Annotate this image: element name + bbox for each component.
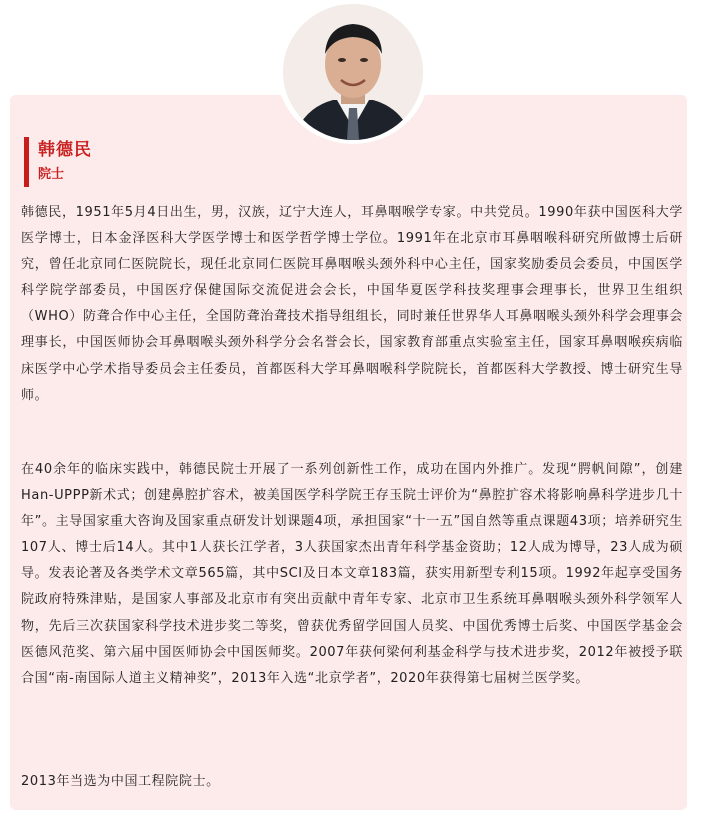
avatar: [283, 4, 423, 140]
person-title: 院士: [38, 167, 65, 182]
name-header: [24, 137, 92, 187]
bio-paragraph-1: 韩德民，1951年5月4日出生，男，汉族，辽宁大连人，耳鼻咽喉学专家。中共党员。1990年获中国医科大学医学博士，日本金泽医科大学医学博士和医学哲学博士学位。1991年在北京市耳鼻咽喉科研究所做博士后研究，曾任北京同仁医院院长，现任北京同仁医院耳鼻咽喉头颈外科中心主任，国家奖励委员会委员，中国医学科学院学部委员，中国医疗保健国际交流促进会会长，中国华夏医学科技奖理事会理事长，世界卫生组织（WHO）防聋合作中心主任，全国防聋治聋技术指导组组长，同时兼任世界华人耳鼻咽喉头颈外科学会理事会理事长，中国医师协会耳鼻咽喉头颈外科学分会名誉会长，国家教育部重点实验室主任，国家耳鼻咽喉疾病临床医学中心学术指导委员会主任委员，首都医科大学耳鼻咽喉科学院院长，首都医科大学教授、博士研究生导师。: [21, 205, 683, 403]
bio-paragraph-3: 2013年当选为中国工程院院士。: [21, 774, 220, 789]
bio-paragraph-2: 在40余年的临床实践中，韩德民院士开展了一系列创新性工作，成功在国内外推广。发现“腭帆间隙”，创建Han-UPPP新术式；创建鼻腔扩容术，被美国医学科学院王存玉院士评价为“鼻腔扩容术将影响鼻科学进步几十年”。主导国家重大咨询及国家重点研发计划课题4项，承担国家“十一五”国自然等重点课题43项；培养研究生107人、博士后14人。其中1人获长江学者，3人获国家杰出青年科学基金资助；12人成为博导，23人成为硕导。发表论著及各类学术文章565篇，其中SCI及日本文章183篇，获实用新型专利15项。1992年起享受国务院政府特殊津贴，是国家人事部及北京市有突出贡献中青年专家、北京市卫生系统耳鼻咽喉头颈外科学领军人物，先后三次获国家科学技术进步奖二等奖，曾获优秀留学回国人员奖、中国优秀博士后奖、中国医学基金会医德风范奖、第六届中国医师协会中国医师奖。2007年获何梁何利基金科学与技术进步奖，2012年被授予联合国“南-南国际人道主义精神奖”，2013年入选“北京学者”，2020年获得第七届树兰医学奖。: [21, 462, 683, 686]
person-name: 韩德民: [38, 140, 92, 160]
portrait-photo: [283, 4, 423, 140]
